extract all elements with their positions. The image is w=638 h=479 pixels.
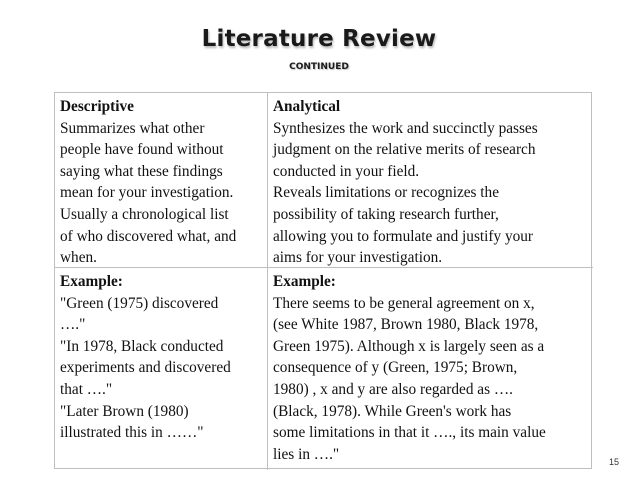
descriptive-example-line: "In 1978, Black conducted <box>60 337 224 355</box>
descriptive-line: when. <box>60 249 97 267</box>
descriptive-line: of who discovered what, and <box>60 227 237 245</box>
descriptive-line: people have found without <box>60 141 224 159</box>
comparison-table <box>54 92 592 469</box>
slide-subtitle: CONTINUED <box>289 62 349 72</box>
descriptive-example-line: …." <box>60 316 86 334</box>
analytical-cell <box>268 93 593 268</box>
analytical-example-line: Green 1975). Although x is largely seen as a <box>273 337 545 355</box>
analytical-example-cell <box>268 268 593 470</box>
descriptive-line: saying what these findings <box>60 162 223 180</box>
analytical-example-line: (see White 1987, Brown 1980, Black 1978, <box>273 316 539 334</box>
descriptive-cell <box>55 93 268 268</box>
descriptive-example-cell <box>55 268 268 470</box>
descriptive-example-line: illustrated this in ……" <box>60 424 204 442</box>
analytical-example-line: There seems to be general agreement on x, <box>273 294 535 312</box>
analytical-line: judgment on the relative merits of research <box>273 141 536 159</box>
analytical-line: allowing you to formulate and justify your <box>273 227 534 245</box>
analytical-line: Synthesizes the work and succinctly passes <box>273 119 538 137</box>
analytical-line: possibility of taking research further, <box>273 205 499 223</box>
analytical-example-line: 1980) , x and y are also regarded as …. <box>273 380 513 398</box>
analytical-example-heading: Example: <box>273 273 336 290</box>
descriptive-line: Summarizes what other <box>60 119 205 137</box>
descriptive-example-line: that …." <box>60 380 113 398</box>
slide-title: Literature Review <box>201 26 437 52</box>
descriptive-example-heading: Example: <box>60 273 123 290</box>
descriptive-line: mean for your investigation. <box>60 184 234 202</box>
analytical-example-line: some limitations in that it …., its main value <box>273 424 546 442</box>
descriptive-heading: Descriptive <box>60 98 134 115</box>
descriptive-example-line: "Later Brown (1980) <box>60 402 189 420</box>
page-number: 15 <box>609 457 620 467</box>
analytical-line: Reveals limitations or recognizes the <box>273 184 499 202</box>
descriptive-line: Usually a chronological list <box>60 205 229 223</box>
descriptive-example-line: "Green (1975) discovered <box>60 294 219 312</box>
analytical-example-line: consequence of y (Green, 1975; Brown, <box>273 359 518 377</box>
analytical-line: aims for your investigation. <box>273 249 443 267</box>
analytical-example-line: (Black, 1978). While Green's work has <box>273 402 512 420</box>
analytical-heading: Analytical <box>273 98 341 115</box>
analytical-line: conducted in your field. <box>273 162 420 180</box>
analytical-example-line: lies in …." <box>273 445 340 463</box>
descriptive-example-line: experiments and discovered <box>60 359 231 377</box>
